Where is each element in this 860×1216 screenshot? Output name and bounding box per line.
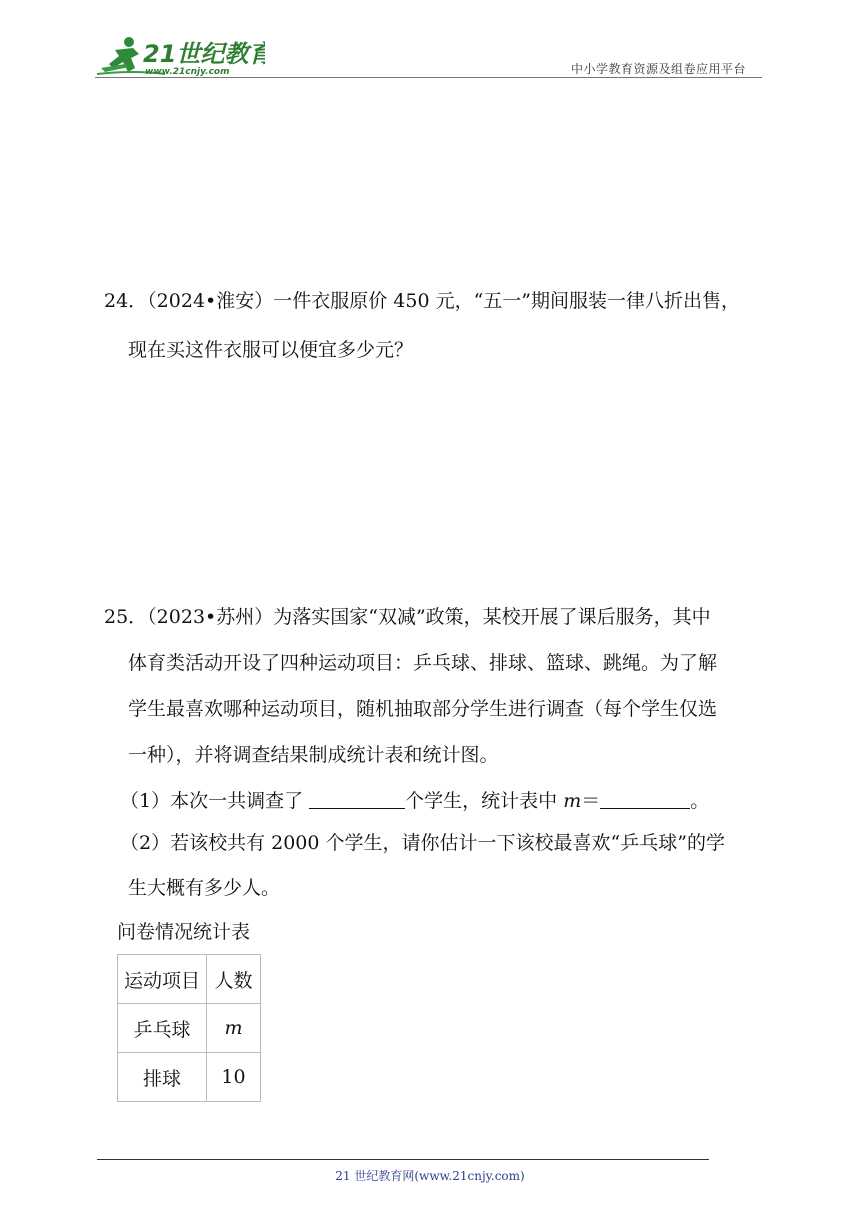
site-logo	[95, 34, 265, 80]
answer-blank-m[interactable]	[600, 790, 690, 809]
svg-text:www.21cnjy.com: www.21cnjy.com	[145, 67, 230, 77]
table-row	[118, 1053, 261, 1102]
table-title: 问卷情况统计表	[117, 921, 251, 943]
table-cell: 乒乓球	[118, 1004, 207, 1053]
q25-line-1: 25．（2023•苏州）为落实国家“双减”政策，某校开展了课后服务，其中	[104, 606, 711, 628]
q25-sub1-var: m	[563, 790, 582, 812]
table-header-row	[118, 955, 261, 1004]
q25-line-2: 体育类活动开设了四种运动项目：乒乓球、排球、篮球、跳绳。为了解	[128, 652, 718, 674]
q25-sub1	[120, 789, 709, 813]
q25-sub1-text-a: （1）本次一共调查了	[120, 790, 310, 812]
answer-blank-total[interactable]	[309, 790, 405, 809]
q25-sub2-line-2: 生大概有多少人。	[128, 877, 281, 899]
stats-table	[117, 954, 261, 1102]
header-tagline: 中小学教育资源及组卷应用平台	[571, 62, 747, 76]
table-row	[118, 1004, 261, 1053]
svg-text:21世纪教育: 21世纪教育	[143, 40, 265, 68]
q25-sub1-text-b: 个学生，统计表中	[405, 790, 564, 812]
table-header-cell: 人数	[207, 955, 261, 1004]
table-header-cell: 运动项目	[118, 955, 207, 1004]
q24-line-1: 24．（2024•淮安）一件衣服原价 450 元，“五一”期间服装一律八折出售，	[104, 290, 741, 312]
q25-line-4: 一种），并将调查结果制成统计表和统计图。	[128, 744, 499, 766]
q25-line-3: 学生最喜欢哪种运动项目，随机抽取部分学生进行调查（每个学生仅选	[128, 698, 718, 720]
header-divider	[95, 77, 762, 78]
footer-text[interactable]: 21 世纪教育网(www.21cnjy.com)	[335, 1169, 525, 1183]
table-cell: m	[207, 1004, 261, 1053]
footer-divider	[97, 1159, 709, 1160]
q25-sub1-text-c: ＝	[581, 790, 601, 812]
q25-sub1-text-d: 。	[690, 790, 710, 812]
q24-line-2: 现在买这件衣服可以便宜多少元？	[128, 339, 414, 361]
runner-logo-icon	[95, 34, 265, 80]
q25-sub2-line-1: （2）若该校共有 2000 个学生，请你估计一下该校最喜欢“乒乓球”的学	[120, 832, 725, 854]
table-cell: 10	[207, 1053, 261, 1102]
table-cell: 排球	[118, 1053, 207, 1102]
